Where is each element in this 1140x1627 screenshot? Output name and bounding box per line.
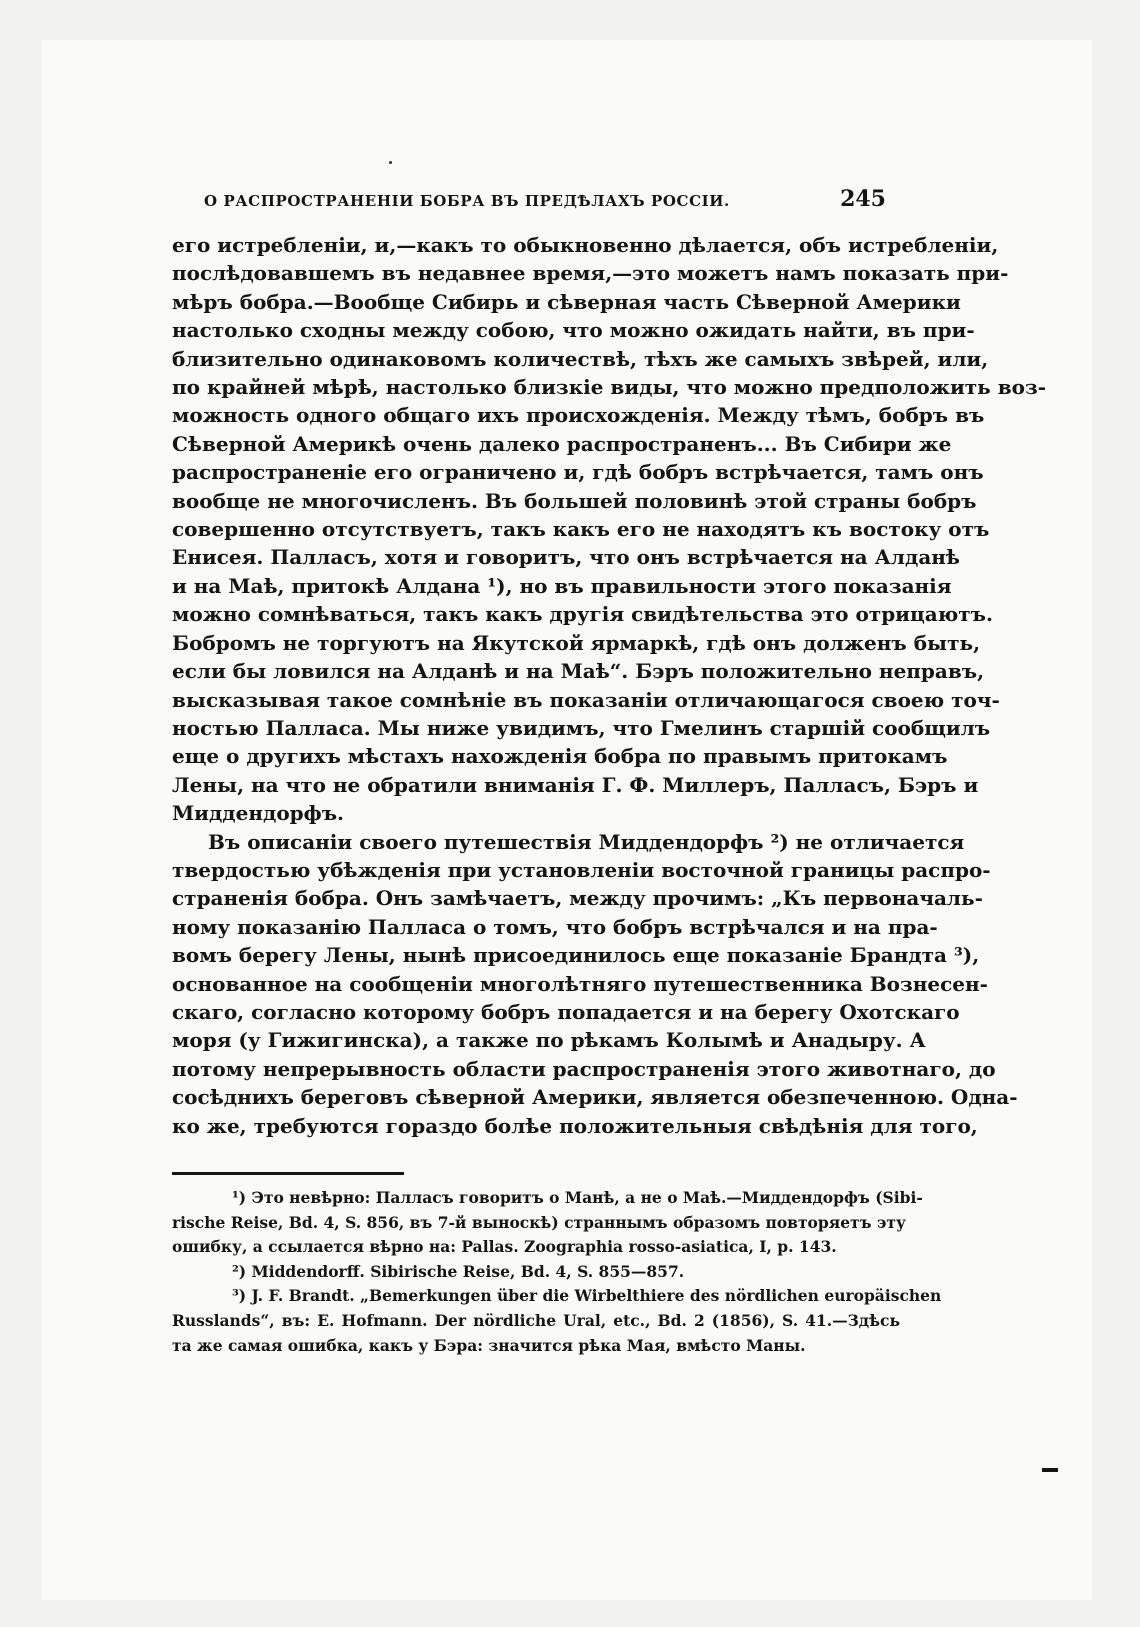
page-number: 245 xyxy=(840,186,886,212)
text-line: скаго, согласно которому бобръ попадается и на берегу Охотскаго xyxy=(172,999,960,1024)
page-header xyxy=(172,186,900,216)
text-line: близительно одинаковомъ количествѣ, тѣхъ же самыхъ звѣрей, или, xyxy=(172,346,989,371)
speck-mark xyxy=(389,161,392,164)
footnote-line: ¹) Это невѣрно: Палласъ говоритъ о Манѣ, а не о Маѣ.—Миддендорфъ (Sibi- xyxy=(232,1188,923,1207)
text-line: еще о другихъ мѣстахъ нахожденія бобра по правымъ притокамъ xyxy=(172,744,948,769)
text-line: Бобромъ не торгуютъ на Якутской ярмаркѣ, гдѣ онъ долженъ быть, xyxy=(172,630,981,655)
footnotes xyxy=(172,1186,942,1358)
text-line: если бы ловился на Алданѣ и на Маѣ“. Бэръ положительно неправъ, xyxy=(172,659,985,684)
margin-dash-mark xyxy=(1042,1468,1058,1472)
footnote-line: ³) J. F. Brandt. „Bemerkungen über die Wirbelthiere des nördlichen europäischen xyxy=(232,1286,942,1306)
text-line: страненія бобра. Онъ замѣчаетъ, между прочимъ: „Къ первоначаль- xyxy=(172,886,983,911)
text-line: ко же, требуются гораздо болѣе положительныя свѣдѣнія для того, xyxy=(172,1113,978,1138)
footnote-line: ²) Middendorff. Sibirische Reise, Bd. 4, S. 855—857. xyxy=(232,1261,685,1281)
text-line: можно сомнѣваться, такъ какъ другія свидѣтельства это отрицаютъ. xyxy=(172,602,993,627)
text-line: сосѣднихъ береговъ сѣверной Америки, является обезпеченною. Одна- xyxy=(172,1085,1018,1110)
text-line: и на Маѣ, притокѣ Алдана ¹), но въ правильности этого показанія xyxy=(172,573,952,598)
text-line: совершенно отсутствуетъ, такъ какъ его не находятъ къ востоку отъ xyxy=(172,517,990,542)
text-line: Сѣверной Америкѣ очень далеко распространенъ... Въ Сибири же xyxy=(172,431,952,456)
text-line: Въ описаніи своего путешествія Миддендорфъ ²) не отличается xyxy=(208,829,965,854)
text-line: вомъ берегу Лены, нынѣ присоединилось еще показаніе Брандта ³), xyxy=(172,943,980,968)
text-line: его истребленіи, и,—какъ то обыкновенно дѣлается, объ истребленіи, xyxy=(172,233,999,257)
text-line: основанное на сообщеніи многолѣтняго путешественника Вознесен- xyxy=(172,971,988,996)
text-line: послѣдовавшемъ въ недавнее время,—это можетъ намъ показать при- xyxy=(172,261,1009,286)
body-text xyxy=(172,231,1047,1140)
text-line: вообще не многочисленъ. Въ большей половинѣ этой страны бобръ xyxy=(172,488,977,513)
text-line: ностью Палласа. Мы ниже увидимъ, что Гмелинъ старшій сообщилъ xyxy=(172,715,991,740)
footnote-line: та же самая ошибка, какъ у Бэра: значится рѣка Мая, вмѣсто Маны. xyxy=(172,1335,806,1355)
text-line: можность одного общаго ихъ происхожденія. Между тѣмъ, бобръ въ xyxy=(172,403,985,428)
text-line: потому непрерывность области распространенія этого животнаго, до xyxy=(172,1056,996,1081)
text-line: мѣръ бобра.—Вообще Сибирь и сѣверная часть Сѣверной Америки xyxy=(172,289,961,314)
text-line: Миддендорфъ. xyxy=(172,801,344,826)
text-line: Лены, на что не обратили вниманія Г. Ф. Миллеръ, Палласъ, Бэръ и xyxy=(172,772,979,797)
text-line: высказывая такое сомнѣніе въ показаніи отличающагося своею точ- xyxy=(172,687,1000,712)
text-line: по крайней мѣрѣ, настолько близкіе виды, что можно предположить воз- xyxy=(172,375,1047,400)
footnote-line: ошибку, а ссылается вѣрно на: Pallas. Zoographia rosso-asiatica, I, p. 143. xyxy=(172,1237,837,1257)
text-line: ному показанію Палласа о томъ, что бобръ встрѣчался и на пра- xyxy=(172,914,938,939)
text-line: распространеніе его ограничено и, гдѣ бобръ встрѣчается, тамъ онъ xyxy=(172,460,984,485)
text-line: настолько сходны между собою, что можно ожидать найти, въ при- xyxy=(172,318,975,343)
text-line: Енисея. Палласъ, хотя и говоритъ, что онъ встрѣчается на Алданѣ xyxy=(172,545,960,570)
text-line: моря (у Гижигинска), а также по рѣкамъ Колымѣ и Анадыру. А xyxy=(172,1028,926,1053)
text-line: твердостью убѣжденія при установленіи восточной границы распро- xyxy=(172,857,991,882)
footnote-line: Russlands“, въ: E. Hofmann. Der nördliche Ural, etc., Bd. 2 (1856), S. 41.—Здѣсь xyxy=(172,1310,900,1330)
footnote-divider xyxy=(172,1172,404,1175)
footnote-line: rische Reise, Bd. 4, S. 856, въ 7-й выноскѣ) страннымъ образомъ повторяетъ эту xyxy=(172,1212,906,1232)
running-title: О РАСПРОСТРАНЕНІИ БОБРА ВЪ ПРЕДѢЛАХЪ РОССІИ. xyxy=(204,192,730,210)
